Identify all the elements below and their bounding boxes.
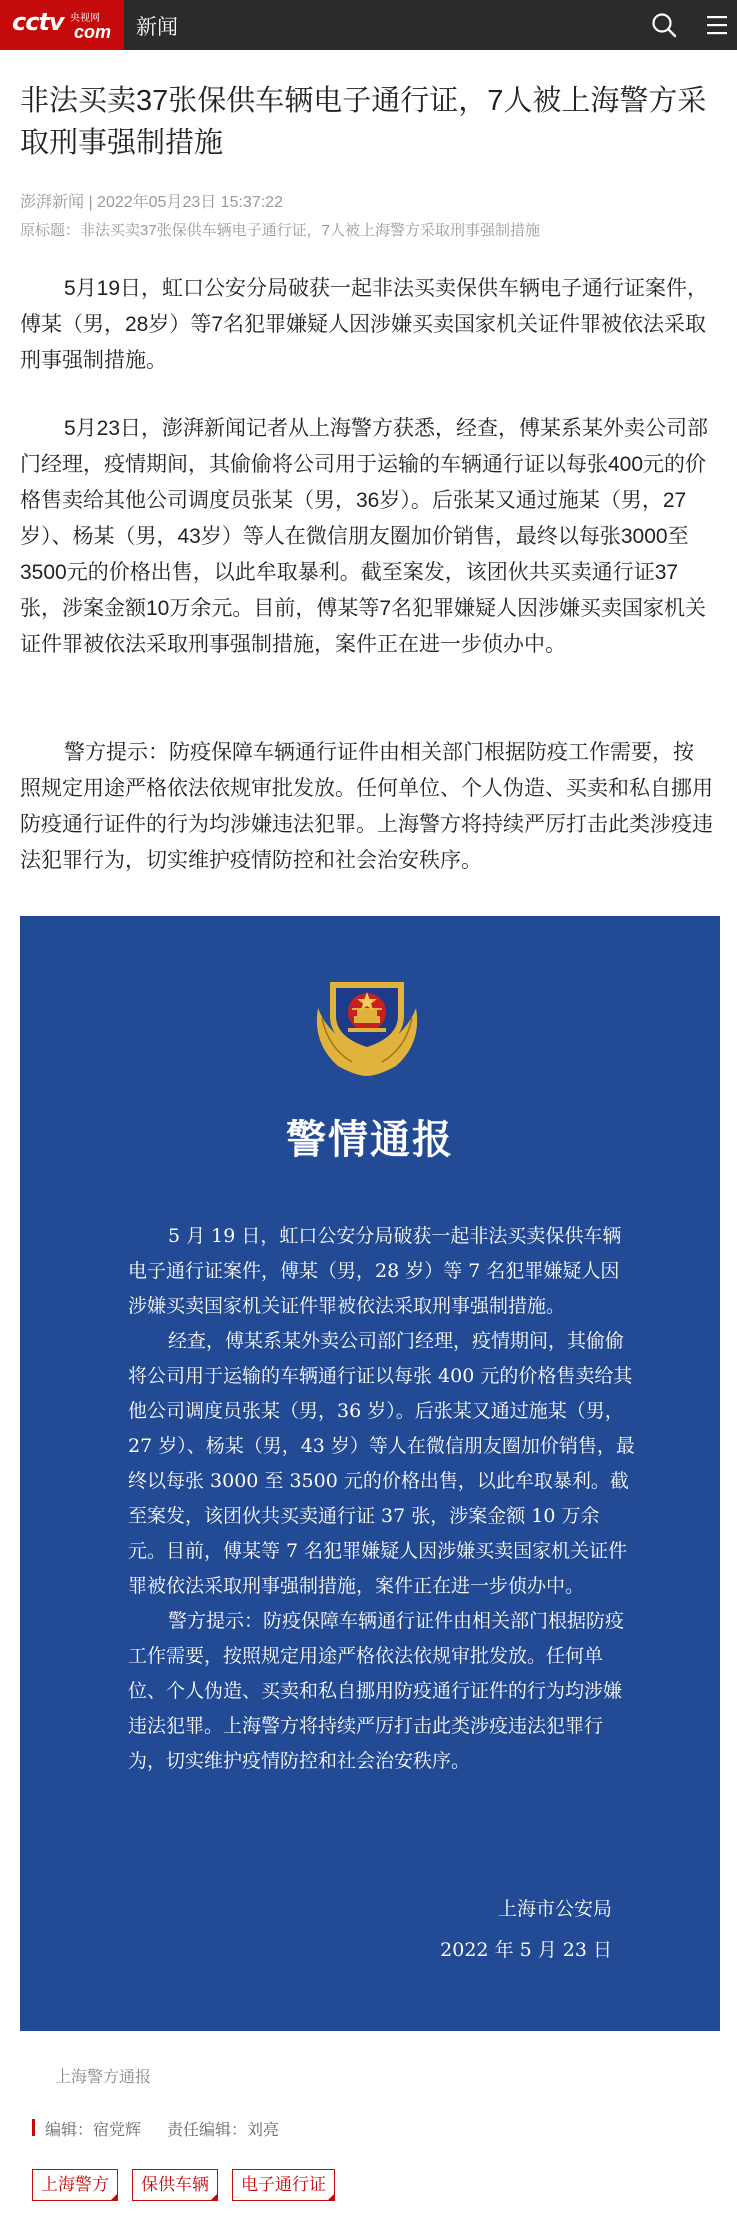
- notice-paragraph: 警方提示：防疫保障车辆通行证件由相关部门根据防疫工作需要，按照规定用途严格依法依规审批发放。任何单位、个人伪造、买卖和私自挪用防疫通行证件的行为均涉嫌违法犯罪。上海警方将持续严厉打击此类涉疫违法犯罪行为，切实维护疫情防控和社会治安秩序。: [128, 1610, 625, 1772]
- notice-date: 2022 年 5 月 23 日: [440, 1939, 612, 1961]
- notice-body: [128, 1219, 636, 1779]
- editor-name: 编辑：宿党辉: [45, 2122, 142, 2139]
- logo-main-text: cctv: [12, 8, 64, 36]
- article-paragraph: 5月23日，澎湃新闻记者从上海警方获悉，经查，傅某系某外卖公司部门经理，疫情期间，其偷偷将公司用于运输的车辆通行证以每张400元的价格售卖给其他公司调度员张某（男，36岁）。后张某又通过施某（男，27岁）、杨某（男，43岁）等人在微信朋友圈加价销售，最终以每张3000至3500元的价格出售，以此牟取暴利。截至案发，该团伙共买卖通行证37张，涉案金额10万余元。目前，傅某等7名犯罪嫌疑人因涉嫌买卖国家机关证件罪被依法采取刑事强制措施，案件正在进一步侦办中。: [20, 417, 709, 656]
- chief-editor-name: 责任编辑：刘亮: [167, 2122, 280, 2139]
- tag-e-pass[interactable]: 电子通行证: [232, 2169, 335, 2201]
- notice-title: 警情通报: [286, 1118, 454, 1162]
- tag-shanghai-police[interactable]: 上海警方: [32, 2169, 118, 2201]
- article-title: 非法买卖37张保供车辆电子通行证，7人被上海警方采取刑事强制措施: [20, 85, 707, 159]
- tag-supply-vehicles[interactable]: 保供车辆: [132, 2169, 218, 2201]
- search-icon[interactable]: [651, 12, 677, 38]
- article-paragraph: 警方提示：防疫保障车辆通行证件由相关部门根据防疫工作需要，按照规定用途严格依法依规审批发放。任何单位、个人伪造、买卖和私自挪用防疫通行证件的行为均涉嫌违法犯罪。上海警方将持续严厉打击此类涉疫违法犯罪行为，切实维护疫情防控和社会治安秩序。: [20, 741, 713, 872]
- notice-paragraph: 经查，傅某系某外卖公司部门经理，疫情期间，其偷偷将公司用于运输的车辆通行证以每张 400 元的价格售卖给其他公司调度员张某（男，36 岁）。后张某又通过施某（男，27 岁）、杨某（男，43 岁）等人在微信朋友圈加价销售，最终以每张 3000 至 3500 元的价格出售，以此牟取暴利。截至案发，该团伙共买卖通行证 37 张，涉案金额 10 万余元。目前，傅某等 7 名犯罪嫌疑人因涉嫌买卖国家机关证件罪被依法采取刑事强制措施，案件正在进一步侦办中。: [128, 1330, 635, 1597]
- top-navigation-bar: [0, 0, 737, 50]
- section-title[interactable]: 新闻: [136, 16, 178, 39]
- article-paragraph: 5月19日，虹口公安分局破获一起非法买卖保供车辆电子通行证案件，傅某（男，28岁）等7名犯罪嫌疑人因涉嫌买卖国家机关证件罪被依法采取刑事强制措施。: [20, 277, 709, 372]
- menu-icon[interactable]: [706, 14, 728, 36]
- notice-issuer: 上海市公安局: [497, 1898, 612, 1920]
- police-badge-icon: [308, 968, 426, 1078]
- editor-accent-bar: [32, 2119, 35, 2136]
- notice-paragraph: 5 月 19 日，虹口公安分局破获一起非法买卖保供车辆电子通行证案件，傅某（男，28 岁）等 7 名犯罪嫌疑人因涉嫌买卖国家机关证件罪被依法采取刑事强制措施。: [128, 1225, 622, 1317]
- police-notice-image[interactable]: [20, 916, 720, 2031]
- logo-small-text: 央视网: [70, 13, 100, 24]
- editor-line: [45, 2117, 279, 2140]
- article-original-title: 原标题：非法买卖37张保供车辆电子通行证，7人被上海警方采取刑事强制措施: [20, 222, 541, 239]
- article-meta: 澎湃新闻 | 2022年05月23日 15:37:22: [20, 194, 283, 211]
- image-source-caption: 上海警方通报: [55, 2069, 152, 2086]
- logo-com-text: com: [74, 22, 112, 42]
- cctv-logo[interactable]: [0, 0, 124, 50]
- tag-list: [32, 2169, 335, 2201]
